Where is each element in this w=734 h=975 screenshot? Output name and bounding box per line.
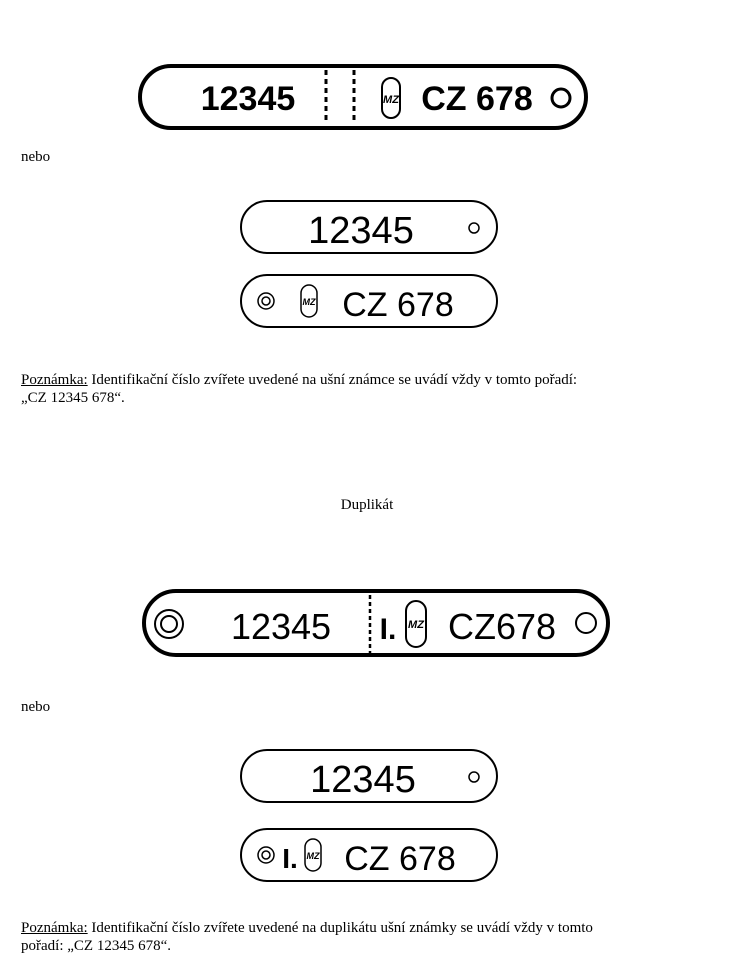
note-text-continued: „CZ 12345 678“. [21,390,125,406]
tag-code: CZ 678 [342,286,454,324]
ear-tag-lower [238,272,502,332]
mz-logo-text: MZ [302,297,316,307]
duplicate-marker: I. [379,613,397,646]
note-text: Identifikační číslo zvířete uvedené na ušní známce se uvádí vždy v tomto pořadí: [87,372,578,388]
tag-code: CZ 678 [344,840,456,878]
duplicate-marker: I. [282,843,298,874]
note-paragraph [21,371,721,407]
tag-number: 12345 [230,606,332,647]
note-paragraph [21,919,733,955]
note-label: Poznámka: [21,372,88,388]
tag-code: CZ 678 [421,80,533,118]
tag-number: 12345 [308,210,414,252]
ear-tag-combined [136,62,592,132]
mz-logo-icon [382,78,400,118]
mz-logo-icon [406,601,426,647]
tag-code: CZ678 [447,606,557,647]
mz-logo-text: MZ [408,619,424,631]
separator-text: nebo [21,699,51,715]
ear-tag-duplicate-lower [238,826,502,886]
mz-logo-text: MZ [383,94,399,106]
mz-logo-text: MZ [306,851,320,861]
tag-number: 12345 [310,759,416,801]
mz-logo-icon [305,839,321,871]
note-label: Poznámka: [21,920,88,936]
note-text-continued: pořadí: „CZ 12345 678“. [21,938,171,954]
ear-tag-duplicate-upper [238,747,502,807]
section-title: Duplikát [340,497,394,513]
note-text: Identifikační číslo zvířete uvedené na duplikátu ušní známky se uvádí vždy v tomto [87,920,593,936]
mz-logo-icon [301,285,317,317]
tag-number: 12345 [200,80,296,118]
ear-tag-upper [238,198,502,258]
separator-text: nebo [21,149,51,165]
ear-tag-duplicate-combined [140,587,614,661]
